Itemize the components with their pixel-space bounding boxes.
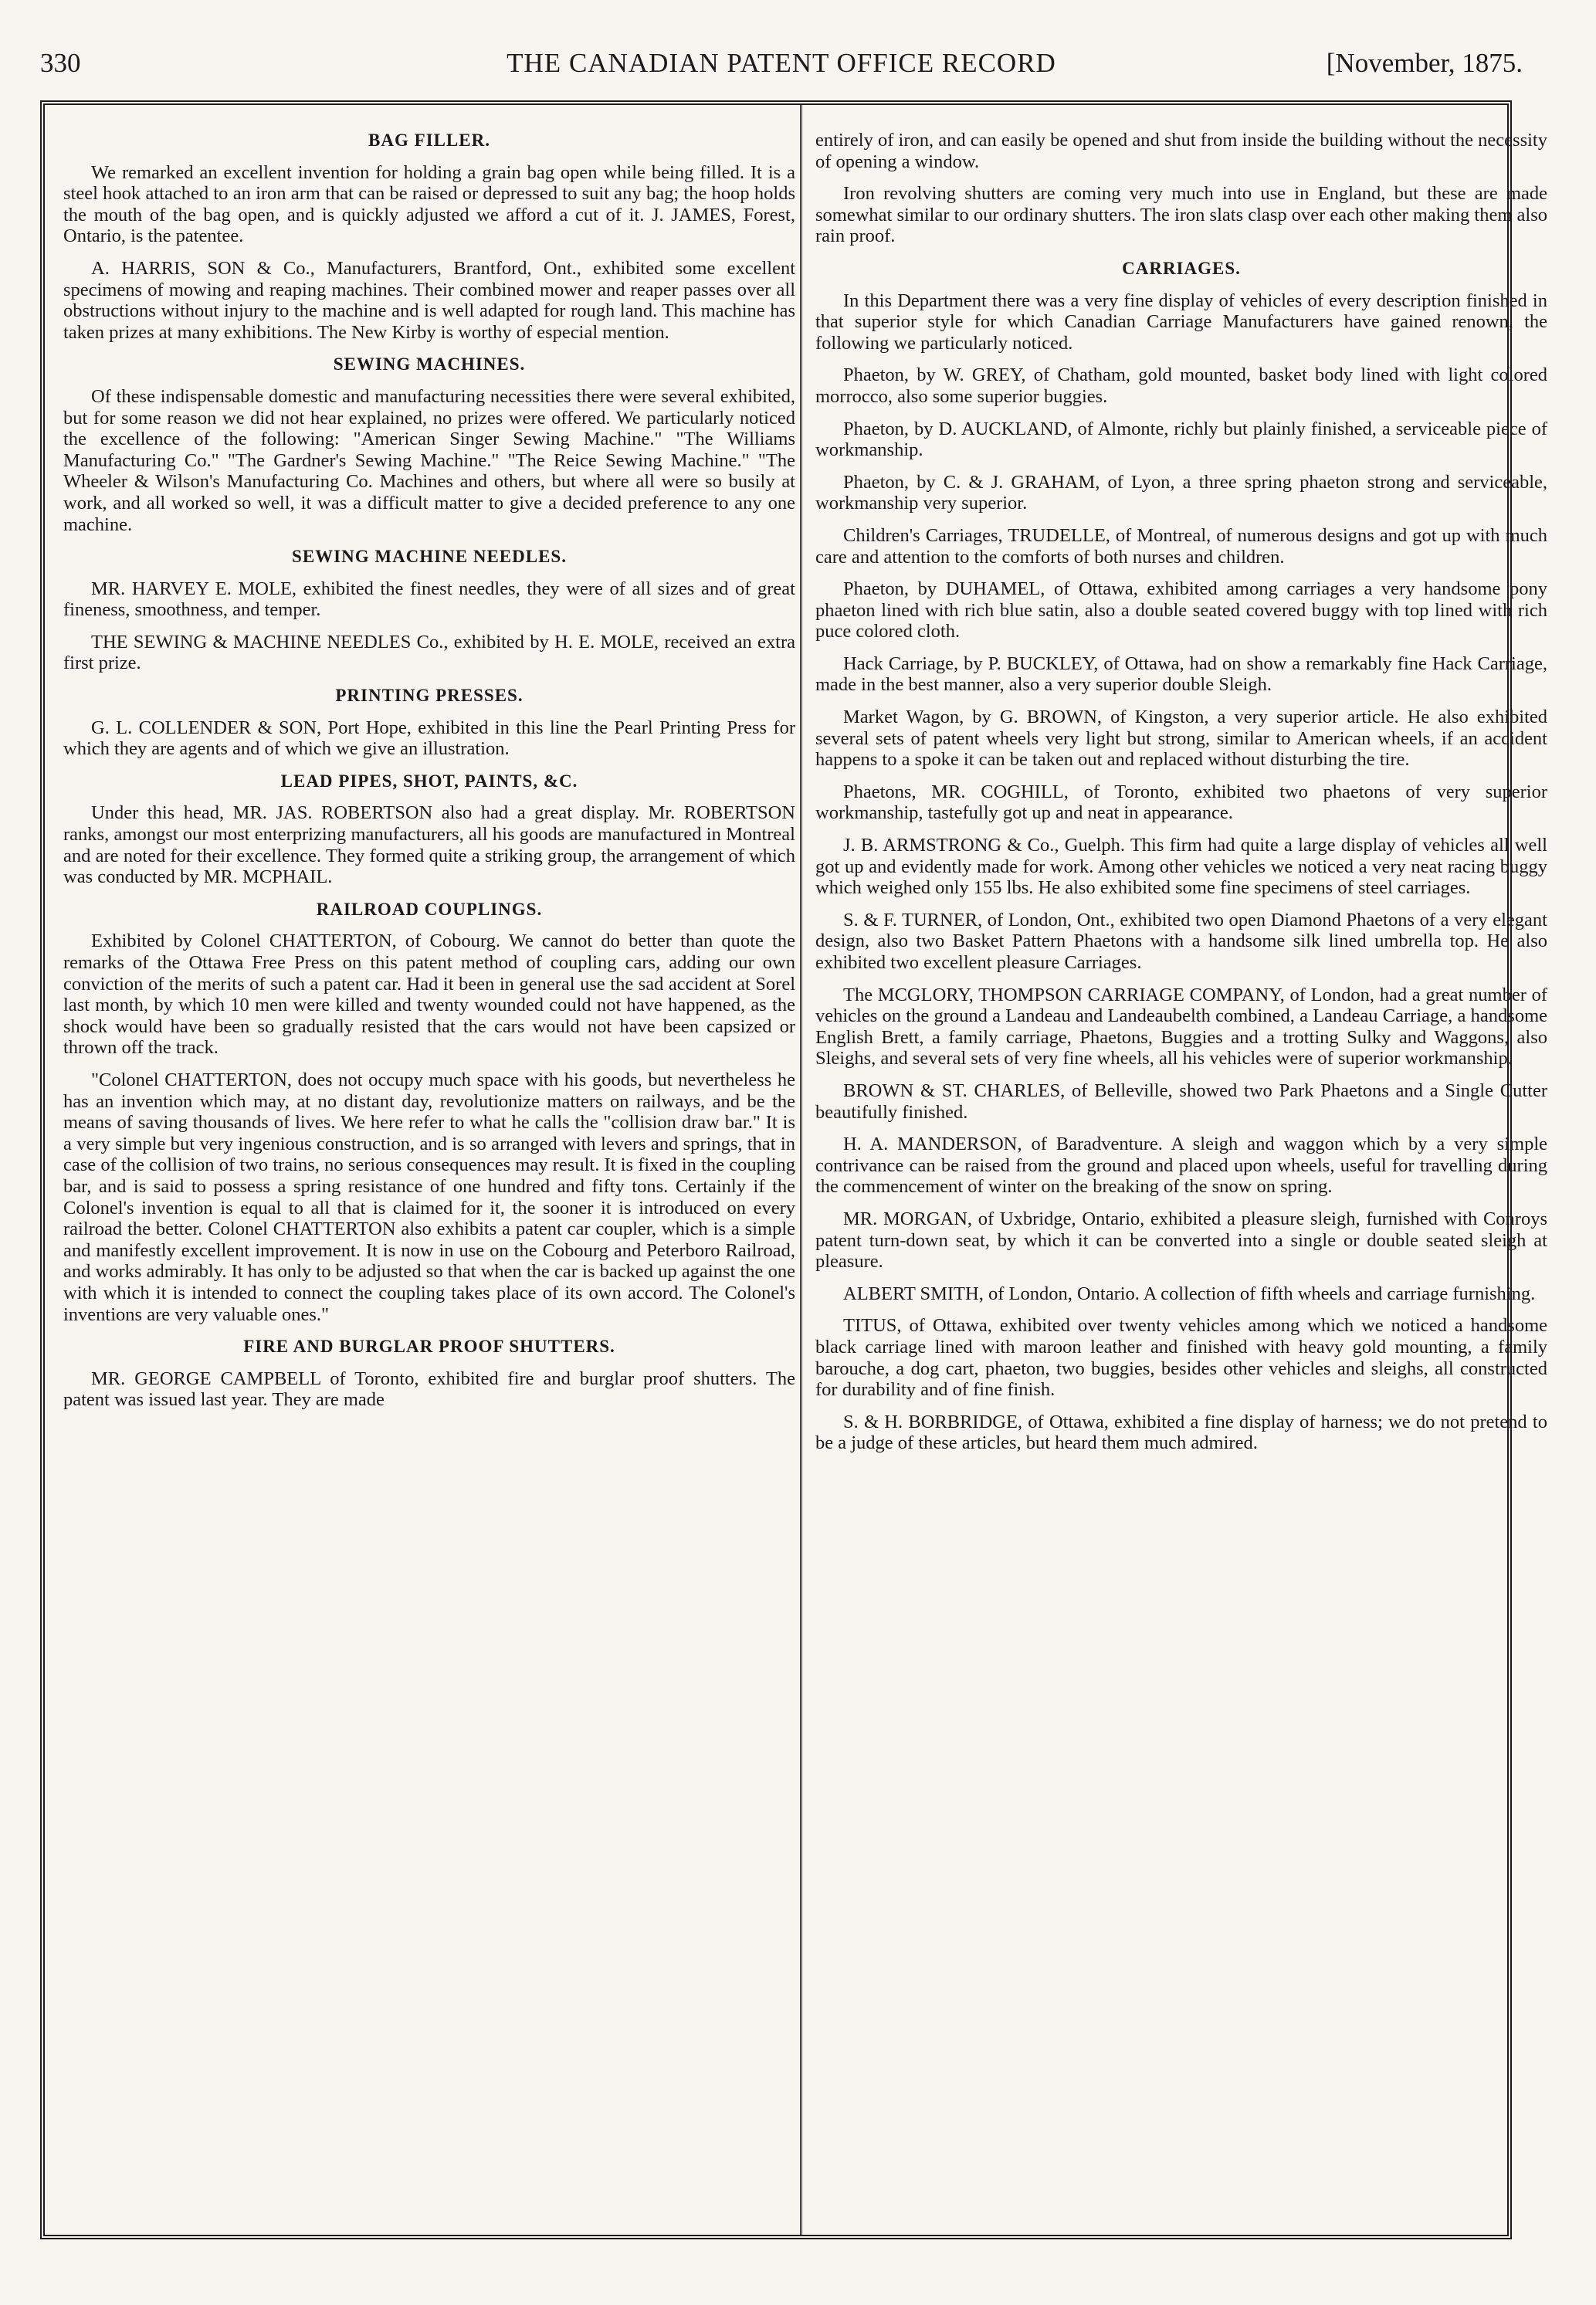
article-paragraph: MR. MORGAN, of Uxbridge, Ontario, exhibited a pleasure sleigh, furnished with Conroys patent turn-down seat, by which it can be converted into a single or double seated sleigh at pleasure. (815, 1208, 1547, 1273)
article-paragraph: THE SEWING & MACHINE NEEDLES Co., exhibited by H. E. MOLE, received an extra first prize. (63, 631, 795, 674)
section-heading: SEWING MACHINES. (333, 354, 526, 375)
article-paragraph: We remarked an excellent invention for holding a grain bag open while being filled. It is a steel hook attached to an iron arm that can be raised or depressed to suit any bag; the hoop holds the mouth of the bag open, and is quickly adjusted we afford a cut of it. J. JAMES, Forest, Ontario, is the patentee. (63, 161, 795, 247)
article-paragraph: Of these indispensable domestic and manufacturing necessities there were several exhibited, but for some reason we did not hear explained, no prizes were offered. We particularly noticed the excellence of the following: "American Singer Sewing Machine." "The Williams Manufacturing Co." "The Gardner's Sewing Machine." "The Reice Sewing Machine." "The Wheeler & Wilson's Manufacturing Co. Machines and others, but where all were so busily at work, and all worked so well, it was a difficult matter to give a decided preference to any one machine. (63, 385, 795, 535)
article-paragraph: S. & H. BORBRIDGE, of Ottawa, exhibited a fine display of harness; we do not pretend to be a judge of these articles, but heard them much admired. (815, 1411, 1547, 1454)
article-paragraph: Phaeton, by C. & J. GRAHAM, of Lyon, a three spring phaeton strong and serviceable, workmanship very superior. (815, 471, 1547, 514)
article-paragraph: Phaeton, by DUHAMEL, of Ottawa, exhibited among carriages a very handsome pony phaeton lined with rich blue satin, also a double seated covered buggy with top lined with rich puce colored cloth. (815, 578, 1547, 642)
section-heading: BAG FILLER. (368, 131, 490, 150)
section-heading: LEAD PIPES, SHOT, PAINTS, &C. (280, 771, 578, 791)
article-paragraph: Phaeton, by W. GREY, of Chatham, gold mounted, basket body lined with light colored morrocco, also some superior buggies. (815, 364, 1547, 407)
section-heading: SEWING MACHINE NEEDLES. (292, 547, 567, 567)
page-header (40, 40, 1523, 86)
article-paragraph: H. A. MANDERSON, of Baradventure. A sleigh and waggon which by a very simple contrivance can be raised from the ground and placed upon wheels, useful for travelling during the commencement of winter on the breaking of the snow on spring. (815, 1134, 1547, 1198)
issue-date: [November, 1875. (1326, 48, 1523, 78)
article-paragraph: Under this head, MR. JAS. ROBERTSON also had a great display. Mr. ROBERTSON ranks, amongst our most enterprizing manufacturers, all his goods are manufactured in Montreal and are noted for their excellence. They formed quite a striking group, the arrangement of which was conducted by MR. MCPHAIL. (63, 802, 795, 888)
article-paragraph: Phaeton, by D. AUCKLAND, of Almonte, richly but plainly finished, a serviceable piece of workmanship. (815, 418, 1547, 461)
article-paragraph: Market Wagon, by G. BROWN, of Kingston, a very superior article. He also exhibited several sets of patent wheels very light but strong, similar to American wheels, if an accident happens to a spoke it can be taken out and replaced without disturbing the tire. (815, 707, 1547, 771)
article-paragraph: MR. HARVEY E. MOLE, exhibited the finest needles, they were of all sizes and of great fineness, smoothness, and temper. (63, 578, 795, 621)
article-paragraph: J. B. ARMSTRONG & Co., Guelph. This firm had quite a large display of vehicles all well got up and evidently made for work. Among other vehicles we noticed a very neat racing buggy which weighed only 155 lbs. He also exhibited some fine specimens of steel carriages. (815, 835, 1547, 899)
article-paragraph: Exhibited by Colonel CHATTERTON, of Cobourg. We cannot do better than quote the remarks of the Ottawa Free Press on this patent method of coupling cars, adding our own conviction of the merits of such a patent car. Had it been in general use the sad accident at Sorel last month, by which 10 men were killed and twenty wounded could not have happened, as the shock would have been so gradually resisted that the cars would not have been capsized or thrown off the track. (63, 930, 795, 1059)
article-paragraph: TITUS, of Ottawa, exhibited over twenty vehicles among which we noticed a handsome black carriage lined with maroon leather and finished with heavy gold mounting, a family barouche, a dog cart, phaeton, two buggies, besides other vehicles and sleighs, all constructed for durability and of fine finish. (815, 1315, 1547, 1401)
article-paragraph: G. L. COLLENDER & SON, Port Hope, exhibited in this line the Pearl Printing Press for which they are agents and of which we give an illustration. (63, 717, 795, 760)
article-paragraph: Iron revolving shutters are coming very much into use in England, but these are made somewhat similar to our ordinary shutters. The iron slats clasp over each other making them also rain proof. (815, 183, 1547, 247)
article-paragraph: In this Department there was a very fine display of vehicles of every description finished in that superior style for which Canadian Carriage Manufacturers have gained renown, the following we particularly noticed. (815, 290, 1547, 354)
article-paragraph: A. HARRIS, SON & Co., Manufacturers, Brantford, Ont., exhibited some excellent specimens of mowing and reaping machines. Their combined mower and reaper passes over all obstructions without injury to the machine and is well adapted for rough land. This machine has taken prizes at many exhibitions. The New Kirby is worthy of especial mention. (63, 257, 795, 343)
section-heading: RAILROAD COUPLINGS. (316, 899, 543, 919)
article-paragraph: BROWN & ST. CHARLES, of Belleville, showed two Park Phaetons and a Single Cutter beautifully finished. (815, 1080, 1547, 1123)
article-paragraph: Phaetons, MR. COGHILL, of Toronto, exhibited two phaetons of very superior workmanship, tastefully got up and neat in appearance. (815, 781, 1547, 824)
section-heading: CARRIAGES. (1122, 258, 1241, 278)
article-paragraph: ALBERT SMITH, of London, Ontario. A collection of fifth wheels and carriage furnishing. (843, 1283, 1536, 1304)
right-column (815, 130, 1547, 2230)
section-heading: FIRE AND BURGLAR PROOF SHUTTERS. (243, 1337, 615, 1357)
section-heading: PRINTING PRESSES. (335, 686, 524, 706)
column-divider (800, 105, 802, 2235)
article-paragraph: S. & F. TURNER, of London, Ont., exhibited two open Diamond Phaetons of a very elegant design, also two Basket Pattern Phaetons with a handsome silk lined umbrella top. He also exhibited two excellent pleasure Carriages. (815, 909, 1547, 973)
article-paragraph: Children's Carriages, TRUDELLE, of Montreal, of numerous designs and got up with much care and attention to the comforts of both nurses and children. (815, 524, 1547, 568)
publication-title: THE CANADIAN PATENT OFFICE RECORD (507, 48, 1056, 78)
left-column (63, 130, 795, 2230)
article-paragraph: entirely of iron, and can easily be opened and shut from inside the building without the necessity of opening a window. (815, 130, 1547, 172)
article-paragraph: The MCGLORY, THOMPSON CARRIAGE COMPANY, of London, had a great number of vehicles on the ground a Landeau and Landeaubelth combined, a Landeau Carriage, a handsome English Brett, a family carriage, Phaetons, Buggies and a trotting Sulky and Waggons, also Sleighs, and several sets of very fine wheels, all his vehicles were of superior workmanship. (815, 984, 1547, 1069)
page-number: 330 (40, 48, 81, 78)
article-paragraph: "Colonel CHATTERTON, does not occupy much space with his goods, but nevertheless he has an invention which may, at no distant day, revolutionize matters on railways, and be the means of saving thousands of lives. We here refer to what he calls the "collision draw bar." It is a very simple but very ingenious construction, and is so arranged with levers and springs, that in case of the collision of two trains, no serious consequences may result. It is fixed in the coupling bar, and is said to possess a spring resistance of one hundred and fifty tons. Certainly if the Colonel's invention is equal to all that is claimed for it, the sooner it is introduced on every railroad the better. Colonel CHATTERTON also exhibits a patent car coupler, which is a simple and manifestly excellent improvement. It is now in use on the Cobourg and Peterboro Railroad, and works admirably. It has only to be adjusted so that when the car is backed up against the one with which it is intended to connect the coupling takes place of its own accord. The Colonel's inventions are very valuable ones." (63, 1069, 795, 1325)
article-paragraph: MR. GEORGE CAMPBELL of Toronto, exhibited fire and burglar proof shutters. The patent was issued last year. They are made (63, 1368, 795, 1411)
article-paragraph: Hack Carriage, by P. BUCKLEY, of Ottawa, had on show a remarkably fine Hack Carriage, made in the best manner, also a very superior double Sleigh. (815, 653, 1547, 696)
